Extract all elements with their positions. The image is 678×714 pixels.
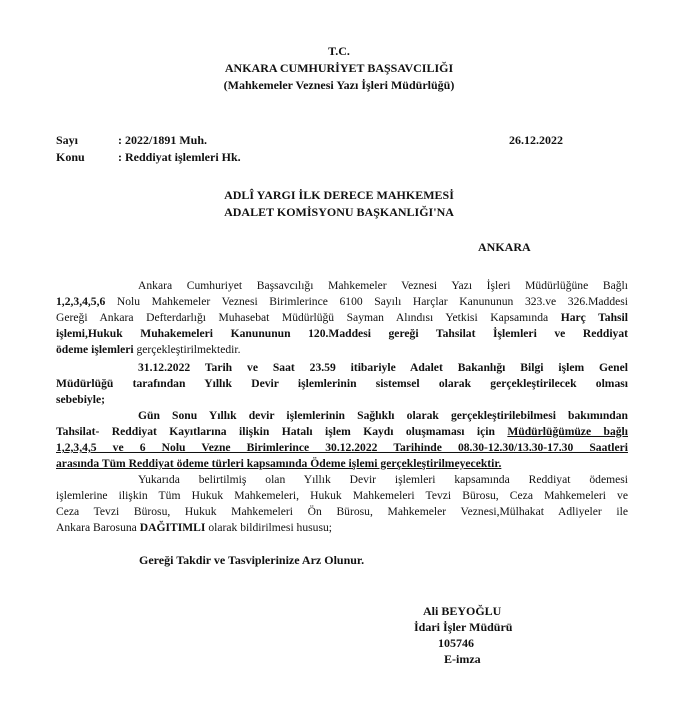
- header-tc: T.C.: [328, 44, 350, 58]
- konu-value: : Reddiyat işlemleri Hk.: [118, 150, 241, 164]
- paragraph-line: Ankara Barosuna DAĞITIMLI olarak bildirilmesi hususu;: [56, 521, 332, 534]
- recipient-line-1: ADLÎ YARGI İLK DERECE MAHKEMESİ: [224, 188, 454, 202]
- e-signature-label: E-imza: [444, 652, 481, 666]
- paragraph-3: [56, 408, 628, 472]
- paragraph-line: 1,2,3,4,5,6 Nolu Mahkemeler Veznesi Birimlerince 6100 Sayılı Harçlar Kanununun 323.ve 326.Maddesi: [56, 295, 628, 308]
- paragraph-1: [56, 278, 628, 358]
- recipient-line-2: ADALET KOMİSYONU BAŞKANLIĞI'NA: [224, 205, 454, 219]
- konu-label: Konu: [56, 150, 85, 164]
- header-office: ANKARA CUMHURİYET BAŞSAVCILIĞI: [224, 61, 454, 75]
- paragraph-line: Gün Sonu Yıllık devir işlemlerinin Sağlıklı olarak gerçekleştirilebilmesi bakımından: [138, 409, 628, 422]
- paragraph-line: işlemlerine ilişkin Tüm Hukuk Mahkemeleri, Hukuk Mahkemeleri Tevzi Bürosu, Ceza Mahkemeleri ve: [56, 489, 628, 502]
- closing-line: Gereği Takdir ve Tasviplerinize Arz Olunur.: [139, 553, 365, 567]
- paragraph-line: 31.12.2022 Tarih ve Saat 23.59 itibariyle Adalet Bakanlığı Bilgi işlem Genel: [138, 361, 628, 374]
- signer-title: İdari İşler Müdürü: [414, 620, 513, 634]
- paragraph-line: işlemi,Hukuk Muhakemeleri Kanununun 120.Maddesi gereği Tahsilat İşlemleri ve Reddiyat: [56, 327, 628, 340]
- paragraph-line: arasında Tüm Reddiyat ödeme türleri kapsamında Ödeme işlemi gerçekleştirilmeyecektir.: [56, 457, 502, 470]
- paragraph-line: ödeme işlemleri gerçekleştirilmektedir.: [56, 343, 241, 356]
- header-unit: (Mahkemeler Veznesi Yazı İşleri Müdürlüğü): [223, 78, 455, 92]
- paragraph-4: [56, 472, 628, 536]
- sayi-value: : 2022/1891 Muh.: [118, 133, 208, 147]
- sayi-label: Sayı: [56, 133, 79, 147]
- signer-name: Ali BEYOĞLU: [423, 604, 502, 618]
- paragraph-line: 1,2,3,4,5 ve 6 Nolu Vezne Birimlerince 30.12.2022 Tarihinde 08.30-12.30/13.30-17.30 Saatleri: [56, 441, 628, 454]
- paragraph-line: Ceza Tevzi Bürosu, Hukuk Mahkemeleri Ön Bürosu, Mahkemeler Veznesi,Mülhakat Adliyeler ile: [56, 505, 628, 518]
- paragraph-line: Gereği Ankara Defterdarlığı Muhasebat Müdürlüğü Sayman Alındısı Yetkisi Kapsamında Harç Tahsil: [56, 311, 628, 324]
- recipient-city: ANKARA: [478, 240, 531, 254]
- document-date: 26.12.2022: [509, 133, 563, 147]
- paragraph-line: Yukarıda belirtilmiş olan Yıllık Devir işlemleri kapsamında Reddiyat ödemesi: [138, 473, 628, 486]
- signer-number: 105746: [438, 636, 474, 650]
- paragraph-line: Müdürlüğü tarafından Yıllık Devir işlemlerinin sistemsel olarak gerçekleştirilecek olması: [56, 377, 628, 390]
- paragraph-line: Ankara Cumhuriyet Başsavcılığı Mahkemeler Veznesi Yazı İşleri Müdürlüğüne Bağlı: [138, 279, 628, 292]
- paragraph-2: [56, 360, 628, 408]
- paragraph-line: sebebiyle;: [56, 393, 105, 406]
- paragraph-line: Tahsilat- Reddiyat Kayıtlarına ilişkin Hatalı işlem Kaydı oluşmaması için Müdürlüğümüze bağlı: [56, 425, 628, 438]
